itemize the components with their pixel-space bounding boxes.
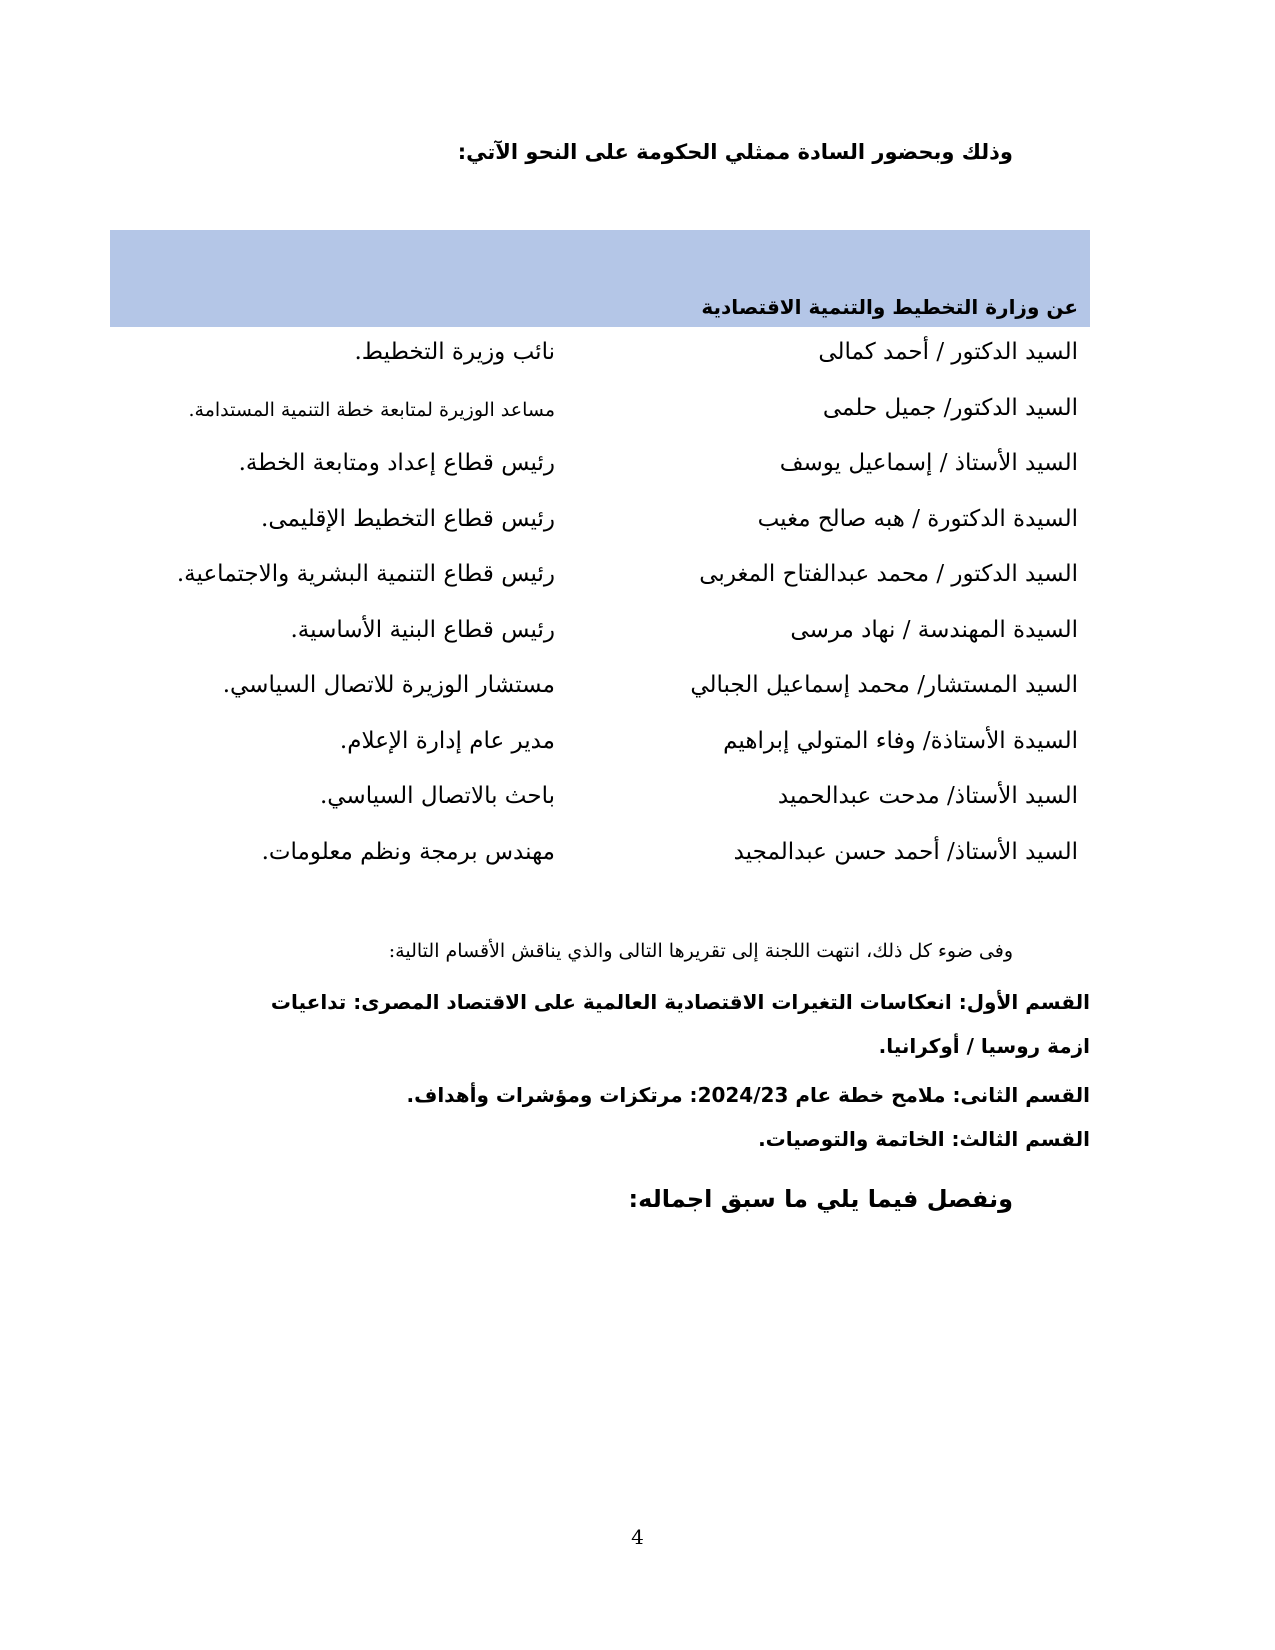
attendee-name: السيد الأستاذ/ أحمد حسن عبدالمجيد: [733, 838, 1078, 865]
attendee-role: رئيس قطاع التنمية البشرية والاجتماعية.: [176, 561, 555, 587]
attendee-row: [110, 827, 1090, 883]
attendee-name: السيدة الأستاذة/ وفاء المتولي إبراهيم: [723, 727, 1078, 754]
attendee-role: رئيس قطاع التخطيط الإقليمى.: [261, 505, 555, 532]
ministry-header-bar: [110, 230, 1090, 327]
attendee-role: رئيس قطاع البنية الأساسية.: [290, 616, 555, 643]
attendee-name: السيد الدكتور/ جميل حلمى: [822, 394, 1078, 421]
attendee-role: نائب وزيرة التخطيط.: [354, 339, 555, 365]
attendee-role: مدير عام إدارة الإعلام.: [339, 727, 555, 754]
section-three: القسم الثالث: الخاتمة والتوصيات.: [758, 1127, 1090, 1151]
attendee-role: مستشار الوزيرة للاتصال السياسي.: [222, 672, 555, 698]
intro-paragraph: وذلك وبحضور السادة ممثلي الحكومة على النحو الآتي:: [457, 140, 1013, 164]
attendee-row: [110, 605, 1090, 661]
attendee-role: مهندس برمجة ونظم معلومات.: [261, 838, 555, 865]
attendee-row: [110, 327, 1090, 383]
attendee-row: [110, 771, 1090, 827]
attendee-name: السيدة الدكتورة / هبه صالح مغيب: [757, 505, 1078, 532]
attendee-row: [110, 660, 1090, 716]
attendee-row: [110, 438, 1090, 494]
lead-paragraph: وفى ضوء كل ذلك، انتهت اللجنة إلى تقريرها التالى والذي يناقش الأقسام التالية:: [388, 940, 1013, 962]
section-two: القسم الثانى: ملامح خطة عام 2024/23: مرتكزات ومؤشرات وأهداف.: [406, 1083, 1090, 1107]
attendee-name: السيد الدكتور / أحمد كمالى: [818, 339, 1078, 365]
attendee-role: باحث بالاتصال السياسي.: [319, 783, 555, 809]
attendee-role: مساعد الوزيرة لمتابعة خطة التنمية المستدامة.: [188, 398, 555, 421]
attendee-row: [110, 716, 1090, 772]
attendee-name: السيد المستشار/ محمد إسماعيل الجبالي: [690, 672, 1078, 698]
attendee-row: [110, 549, 1090, 605]
ministry-title: عن وزارة التخطيط والتنمية الاقتصادية: [701, 295, 1078, 319]
attendees-table: [110, 327, 1090, 882]
attendee-row: [110, 494, 1090, 550]
attendee-role: رئيس قطاع إعداد ومتابعة الخطة.: [238, 450, 555, 476]
page-number: 4: [631, 1525, 644, 1549]
attendee-name: السيد الأستاذ / إسماعيل يوسف: [779, 450, 1078, 476]
attendee-row: [110, 383, 1090, 439]
section-one: القسم الأول: انعكاسات التغيرات الاقتصادية العالمية على الاقتصاد المصرى: تداعيات ازمة روسيا / أوكرانيا.: [270, 990, 1090, 1058]
closing-line: ونفصل فيما يلي ما سبق اجماله:: [628, 1185, 1013, 1213]
attendee-name: السيد الدكتور / محمد عبدالفتاح المغربى: [699, 561, 1078, 587]
attendee-name: السيدة المهندسة / نهاد مرسى: [790, 616, 1078, 643]
attendee-name: السيد الأستاذ/ مدحت عبدالحميد: [777, 783, 1078, 809]
